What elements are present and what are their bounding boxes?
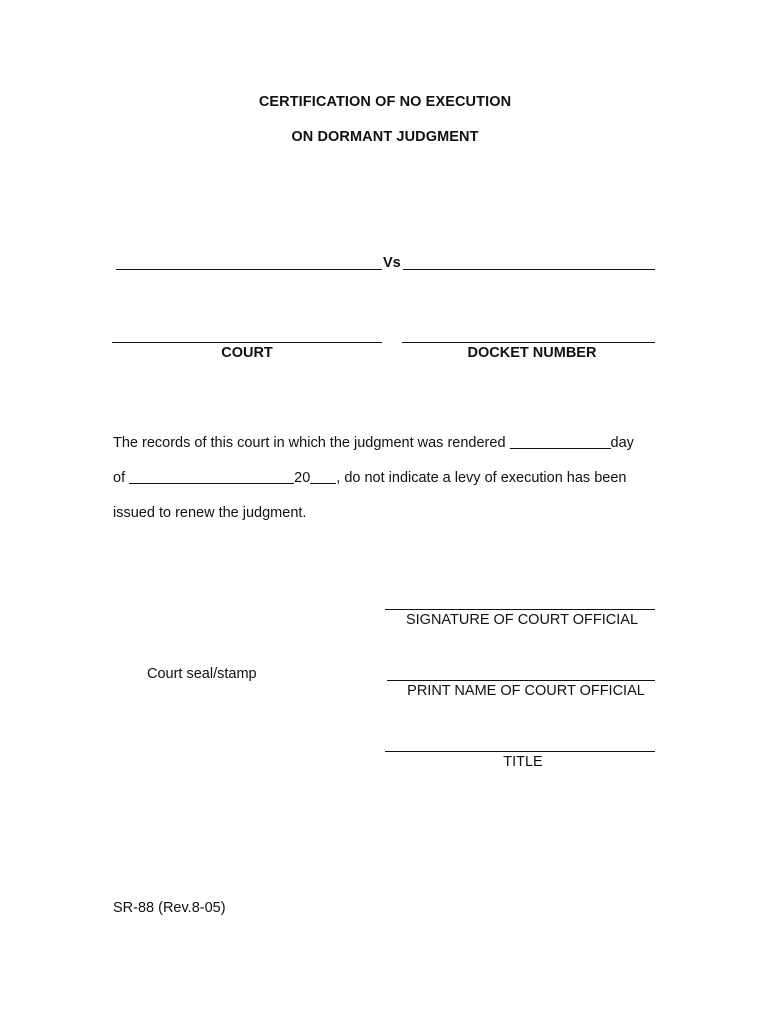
document-title-line-1: CERTIFICATION OF NO EXECUTION	[258, 94, 512, 110]
body-line-1	[113, 434, 634, 451]
year-blank[interactable]	[310, 469, 336, 484]
print-name-label: PRINT NAME OF COURT OFFICIAL	[407, 683, 645, 699]
court-blank-line[interactable]	[112, 342, 382, 343]
court-label: COURT	[221, 345, 273, 361]
defendant-blank-line[interactable]	[403, 269, 655, 270]
docket-number-label: DOCKET NUMBER	[467, 345, 597, 361]
plaintiff-blank-line[interactable]	[116, 269, 382, 270]
print-name-blank-line[interactable]	[387, 680, 655, 681]
body-line-3: issued to renew the judgment.	[113, 505, 307, 521]
docket-blank-line[interactable]	[402, 342, 655, 343]
document-title-line-2: ON DORMANT JUDGMENT	[291, 129, 479, 145]
signature-blank-line[interactable]	[385, 609, 655, 610]
title-label: TITLE	[503, 754, 543, 770]
day-blank[interactable]	[510, 434, 611, 449]
month-blank[interactable]	[129, 469, 294, 484]
body-line-2-suffix: , do not indicate a levy of execution has been	[336, 470, 627, 486]
title-blank-line[interactable]	[385, 751, 655, 752]
body-line-2	[113, 469, 626, 486]
body-line-2-year: 20	[294, 470, 311, 486]
body-line-1-text: The records of this court in which the judgment was rendered	[113, 435, 510, 451]
court-seal-label: Court seal/stamp	[147, 666, 257, 682]
signature-label: SIGNATURE OF COURT OFFICIAL	[405, 612, 639, 628]
body-line-1-suffix: day	[610, 435, 634, 451]
form-number: SR-88 (Rev.8-05)	[113, 900, 226, 916]
body-line-2-prefix: of	[113, 470, 130, 486]
vs-label: Vs	[383, 255, 401, 271]
